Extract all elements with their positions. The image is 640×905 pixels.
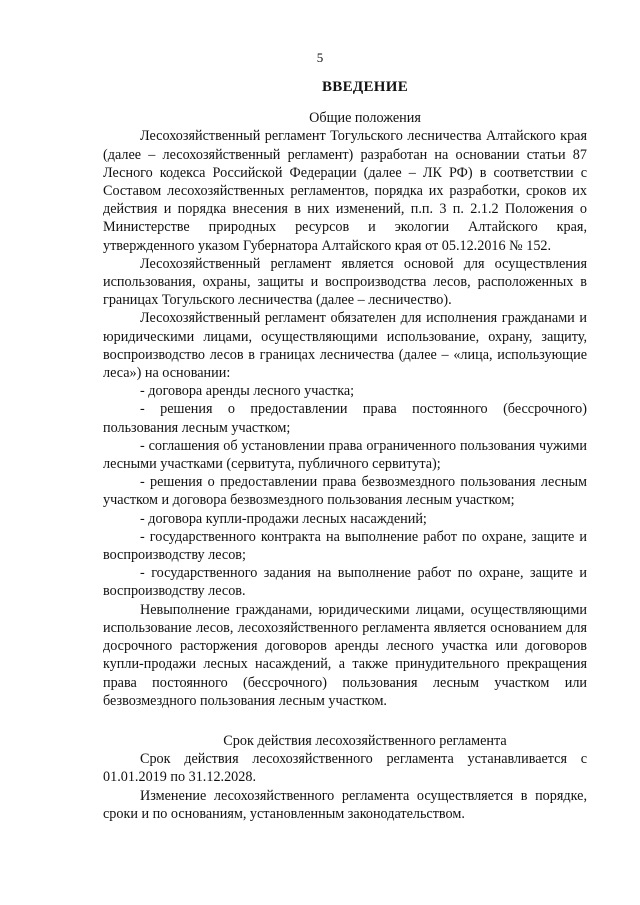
list-item: - соглашения об установлении права ограниченного пользования чужими лесными участками (сервитута, публичного сервитута); (103, 437, 587, 473)
section-general-provisions (103, 109, 587, 710)
list-item: - решения о предоставлении права постоянного (бессрочного) пользования лесным участком; (103, 401, 587, 436)
page-number: 5 (316, 50, 324, 65)
paragraph: Срок действия лесохозяйственного регламента устанавливается с 01.01.2019 по 31.12.2028. (103, 751, 587, 786)
paragraph: Лесохозяйственный регламент является основой для осуществления использования, охраны, защиты и воспроизводства лесов, расположенных в границах Тогульского лесничества (далее – лесничество). (103, 255, 587, 309)
list-item: - государственного задания на выполнение работ по охране, защите и воспроизводству лесов. (103, 565, 587, 600)
basis-list (103, 382, 587, 600)
paragraph: Лесохозяйственный регламент обязателен для исполнения гражданами и юридическими лицами, осуществляющими использование, охрану, защиту, воспроизводство лесов в границах лесничества (далее – «лица, использующие леса») на основании: (103, 310, 587, 382)
paragraph: Невыполнение гражданами, юридическими лицами, осуществляющими использование лесов, лесохозяйственного регламента является основанием для досрочного расторжения договоров аренды лесного участка или договоров купли-продажи лесных насаждений, а также принудительного прекращения права постоянного (бессрочного) пользования лесным участком или безвозмездного пользования лесным участком. (103, 601, 587, 709)
document-body (103, 78, 587, 823)
section-heading: Общие положения (309, 110, 421, 127)
document-title: ВВЕДЕНИЕ (321, 79, 409, 95)
list-item: - договора аренды лесного участка; (140, 383, 355, 400)
section-spacer (103, 710, 587, 732)
list-item: - договора купли-продажи лесных насаждений; (140, 510, 427, 527)
list-item: - решения о предоставлении права безвозмездного пользования лесным участком и договора безвозмездного пользования лесным участком; (103, 474, 587, 509)
list-item: - государственного контракта на выполнение работ по охране, защите и воспроизводству лесов; (103, 528, 587, 564)
section-heading: Срок действия лесохозяйственного регламента (223, 732, 507, 749)
paragraph: Изменение лесохозяйственного регламента осуществляется в порядке, сроки и по основаниям, установленным законодательством. (103, 787, 587, 822)
section-validity-period (103, 732, 587, 823)
paragraph: Лесохозяйственный регламент Тогульского лесничества Алтайского края (далее – лесохозяйственный регламент) разработан на основании статьи 87 Лесного кодекса Российской Федерации (далее – ЛК РФ) в соответствии с Составом лесохозяйственных регламентов, порядка их разработки, сроков их действия и порядка внесения в них изменений, п.п. 3 п. 2.1.2 Положения о Министерстве природных ресурсов и экологии Алтайского края, утвержденного указом Губернатора Алтайского края от 05.12.2016 № 152. (103, 128, 587, 254)
